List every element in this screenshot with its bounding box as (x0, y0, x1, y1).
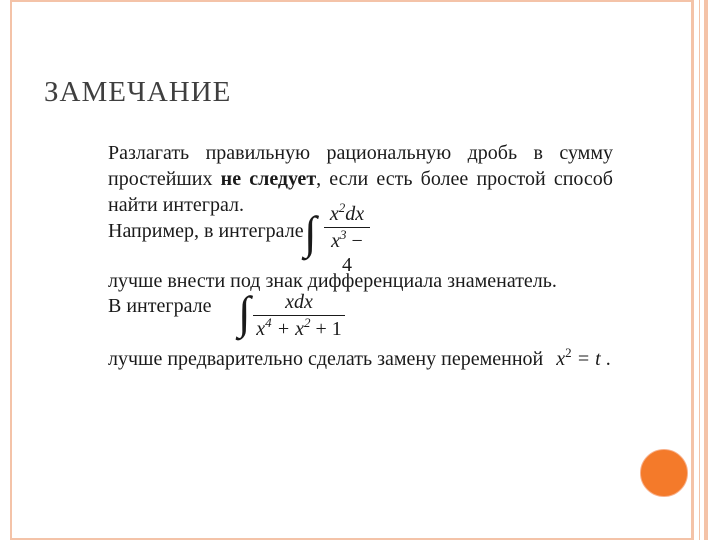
fraction-2-numerator: xdx (285, 291, 313, 313)
text-line-4: Например, в интеграле (108, 220, 304, 242)
fraction-1-numerator: $x^2dx$ (329, 200, 365, 225)
text-line-6: В интеграле (108, 295, 212, 317)
text-line-2 (108, 166, 613, 192)
fraction-2 (253, 290, 345, 341)
text-line-2-start: простейших (108, 168, 213, 190)
text-line-5: лучше внести под знак дифференциала знаменатель. (108, 270, 557, 292)
slide-title: ЗАМЕЧАНИЕ (44, 76, 232, 108)
text-line-7-text: лучше предварительно сделать замену переменной (108, 348, 544, 370)
fraction-1 (324, 202, 370, 277)
frame-right-outer (704, 0, 708, 540)
text-line-1: Разлагать правильную рациональную дробь в сумму (108, 142, 613, 164)
text-line-2-end: , если есть более простой способ (316, 168, 613, 190)
frame-left (10, 0, 12, 540)
fraction-1-denominator: $x^3 - 4$ (331, 227, 363, 276)
integral-sign-1: ∫ (304, 207, 317, 258)
frame-right-inner (699, 0, 700, 540)
text-line-2-bold: не следует (220, 168, 317, 190)
text-line-3: найти интеграл. (108, 194, 244, 216)
frame-top (10, 0, 694, 2)
text-line-7 (108, 346, 611, 372)
integral-sign-2: ∫ (238, 287, 251, 338)
decorative-circle (640, 449, 688, 497)
fraction-1-bar (324, 227, 370, 228)
substitution-formula: $x^2 = t$ . (556, 345, 611, 370)
frame-right (691, 0, 694, 540)
fraction-2-denominator: $x^4 + x^2 + 1$ (256, 315, 342, 340)
